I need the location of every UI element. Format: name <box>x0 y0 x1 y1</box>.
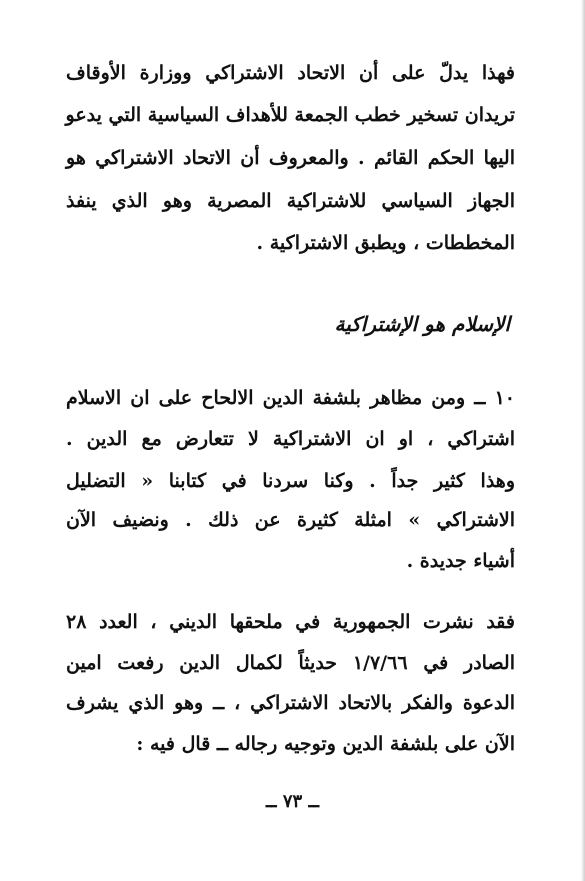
paragraph-1-line-5: المخططات ، ويطبق الاشتراكية . <box>256 232 515 254</box>
paragraph-2-line-4: الاشتراكي » امثلة كثيرة عن ذلك . ونضيف الآن <box>66 509 515 531</box>
paragraph-1-line-4: الجهاز السياسي للاشتراكية المصرية وهو الذي ينفذ <box>66 190 515 212</box>
paragraph-2-line-5: أشياء جديدة . <box>406 550 515 572</box>
paragraph-1-line-3: اليها الحكم القائم . والمعروف أن الاتحاد الاشتراكي هو <box>66 147 515 169</box>
paragraph-3-line-1: فقد نشرت الجمهورية في ملحقها الديني ، العدد ٢٨ <box>66 611 515 633</box>
paragraph-3-line-4: الآن على بلشفة الدين وتوجيه رجاله ــ قال فيه : <box>136 733 515 755</box>
page-number: ــ ٧٣ ــ <box>266 791 319 812</box>
section-heading: الإسلام هو الإشتراكية <box>334 312 510 336</box>
page-edge-shadow <box>581 0 585 881</box>
paragraph-2-line-3: وهذا كثير جداً . وكنا سردنا في كتابنا « التضليل <box>66 470 515 492</box>
paragraph-3-line-2: الصادر في ١/٧/٦٦ حديثاً لكمال الدين رفعت امين <box>66 652 515 674</box>
paragraph-2-line-2: اشتراكي ، او ان الاشتراكية لا تتعارض مع الدين . <box>66 428 515 450</box>
paragraph-2-line-1: ١٠ ــ ومن مظاهر بلشفة الدين الالحاح على ان الاسلام <box>66 387 515 409</box>
paragraph-3-line-3: الدعوة والفكر بالاتحاد الاشتراكي ، ــ وهو الذي يشرف <box>66 692 515 714</box>
paragraph-1-line-1: فهذا يدلّ على أن الاتحاد الاشتراكي ووزارة الأوقاف <box>66 62 515 84</box>
paragraph-1-line-2: تريدان تسخير خطب الجمعة للأهداف السياسية التي يدعو <box>65 104 515 126</box>
